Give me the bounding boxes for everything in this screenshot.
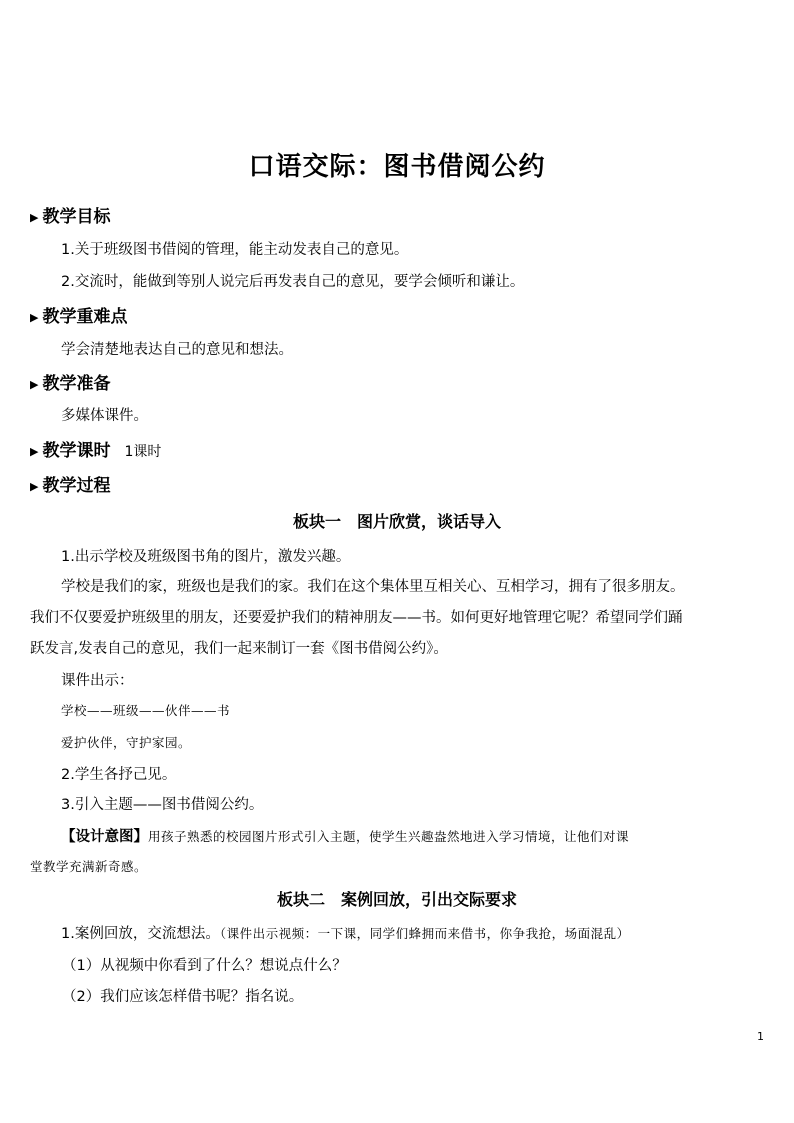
goal-line-2: 2.交流时，能做到等别人说完后再发表自己的意见，要学会倾听和谦让。 xyxy=(61,274,525,290)
triangle-bullet-icon: ▶ xyxy=(30,445,39,458)
heading-goals-text: 教学目标 xyxy=(42,207,111,227)
heading-preparation-text: 教学准备 xyxy=(42,374,111,394)
design-intent-text-2: 堂教学充满新奇感。 xyxy=(30,859,148,874)
section-2-line-1-note: （课件出示视频：一下课，同学们蜂拥而来借书，你争我抢，场面混乱） xyxy=(219,926,630,941)
triangle-bullet-icon: ▶ xyxy=(30,480,39,493)
page-title: 口语交际：图书借阅公约 xyxy=(248,152,546,182)
section-1-line: 学校是我们的家，班级也是我们的家。我们在这个集体里互相关心、互相学习，拥有了很多朋友。 xyxy=(61,579,685,595)
section-1-line: 我们不仅要爱护班级里的朋友，还要爱护我们的精神朋友——书。如何更好地管理它呢？希望同学们踊 xyxy=(30,610,683,626)
design-intent-text: 用孩子熟悉的校园图片形式引入主题，使学生兴趣盎然地进入学习情境，让他们对课 xyxy=(148,829,630,844)
section-1-line: 1.出示学校及班级图书角的图片，激发兴趣。 xyxy=(61,549,351,565)
section-2-line-1 xyxy=(61,922,630,943)
heading-process-text: 教学过程 xyxy=(42,476,111,496)
section-1-line: 跃发言,发表自己的意见，我们一起来制订一套《图书借阅公约》。 xyxy=(30,641,448,657)
question-2: （2）我们应该怎样借书呢？指名说。 xyxy=(62,989,304,1005)
heading-preparation xyxy=(30,369,110,394)
heading-hours xyxy=(30,436,161,461)
triangle-bullet-icon: ▶ xyxy=(30,378,39,391)
section-2-line-1-main: 1.案例回放，交流想法。 xyxy=(61,926,220,942)
key-points-text: 学会清楚地表达自己的意见和想法。 xyxy=(61,342,293,358)
page-number: 1 xyxy=(757,1030,764,1043)
courseware-text: 学校——班级——伙伴——书 xyxy=(61,703,231,718)
triangle-bullet-icon: ▶ xyxy=(30,311,39,324)
section-1-line: 2.学生各抒己见。 xyxy=(61,767,177,783)
heading-process xyxy=(30,471,110,496)
heading-key-points xyxy=(30,302,127,327)
section-1-line: 3.引入主题——图书借阅公约。 xyxy=(61,797,264,813)
heading-key-points-text: 教学重难点 xyxy=(42,307,128,327)
courseware-text: 爱护伙伴，守护家园。 xyxy=(61,735,192,750)
preparation-text: 多媒体课件。 xyxy=(61,408,148,424)
heading-hours-text: 教学课时 xyxy=(42,441,111,461)
section-1-title: 板块一 图片欣赏，谈话导入 xyxy=(292,512,501,531)
hours-value: 1课时 xyxy=(124,444,162,460)
design-intent-label: 【设计意图】 xyxy=(61,829,148,845)
section-2-title: 板块二 案例回放，引出交际要求 xyxy=(276,890,517,909)
goal-line-1: 1.关于班级图书借阅的管理，能主动发表自己的意见。 xyxy=(61,242,409,258)
heading-goals xyxy=(30,202,110,227)
triangle-bullet-icon: ▶ xyxy=(30,211,39,224)
question-1: （1）从视频中你看到了什么？想说点什么？ xyxy=(62,958,347,974)
design-intent xyxy=(61,825,629,846)
section-1-line: 课件出示： xyxy=(61,673,134,689)
